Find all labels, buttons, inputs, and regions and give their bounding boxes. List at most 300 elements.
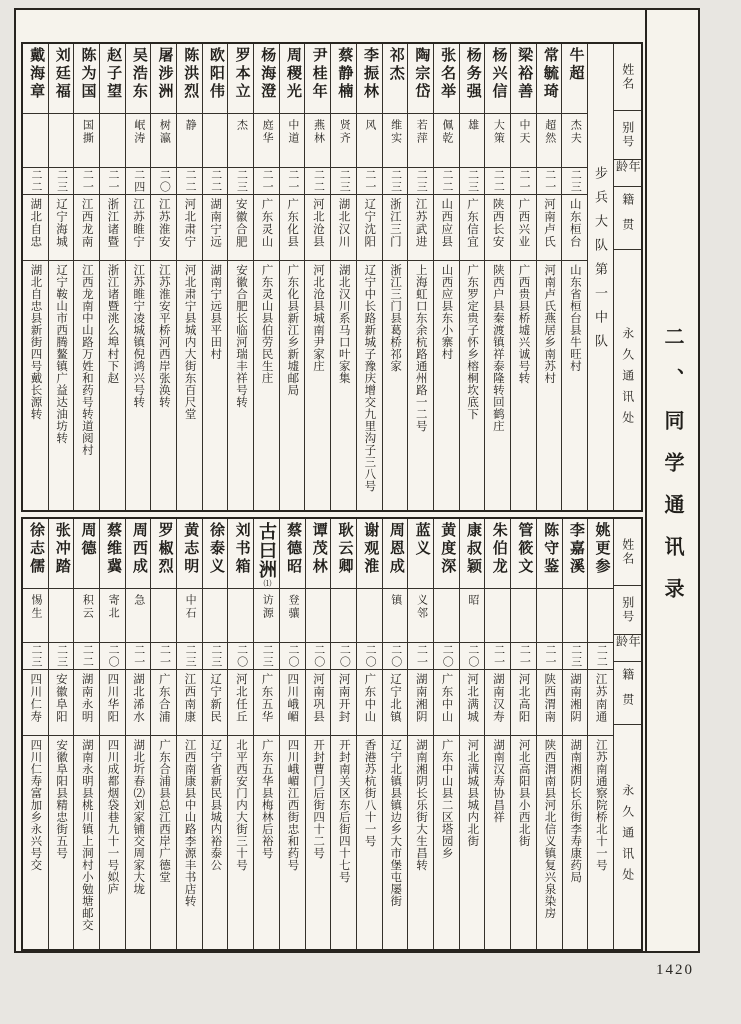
person-address: 广东化县新江乡新墟邮局 <box>286 264 299 396</box>
person-address-cell <box>74 736 99 949</box>
person-alias: 惕生 <box>29 593 42 620</box>
person-column <box>484 519 510 949</box>
person-address-cell <box>306 736 331 949</box>
person-address-cell <box>280 736 305 949</box>
person-name: 欧阳伟 <box>207 47 224 101</box>
person-address: 香港苏杭街八十一号 <box>363 738 376 847</box>
person-name-cell <box>331 44 356 114</box>
person-address: 湖北自忠县新街四号戴长源转 <box>29 264 42 420</box>
person-name-cell <box>228 519 253 589</box>
person-age: 二三 <box>235 169 248 193</box>
person-age: 二〇 <box>286 643 299 668</box>
person-address: 四川仁寿富加乡永兴号交 <box>29 738 42 871</box>
person-name-cell <box>126 519 151 589</box>
person-alias: 贤齐 <box>338 119 351 145</box>
person-native-cell <box>203 195 228 261</box>
person-native-cell <box>563 670 588 736</box>
person-age: 二〇 <box>466 643 479 668</box>
page-number: 1420 <box>656 962 694 978</box>
person-age-cell <box>23 643 48 670</box>
person-name-cell <box>23 44 48 114</box>
person-native-place: 四川仁寿 <box>29 672 42 723</box>
person-age: 二〇 <box>312 643 325 668</box>
person-native-cell <box>306 670 331 736</box>
person-address: 四川成都烟袋巷九十一号姒庐 <box>106 738 119 895</box>
person-age-cell <box>408 643 433 670</box>
person-alias-cell <box>74 589 99 643</box>
person-age-cell <box>357 168 382 195</box>
person-age: 二二 <box>312 169 325 193</box>
person-native-cell <box>460 195 485 261</box>
person-age-cell <box>562 168 587 195</box>
person-column <box>253 519 279 949</box>
person-alias-cell <box>331 114 356 168</box>
person-address-cell <box>460 261 485 510</box>
person-age-cell <box>383 168 408 195</box>
person-column <box>330 519 356 949</box>
person-address: 江苏睢宁凌城镇倪鸿兴号转 <box>132 264 145 408</box>
person-alias-cell <box>23 114 48 168</box>
person-alias-cell <box>434 589 459 643</box>
person-alias-cell <box>280 114 305 168</box>
person-age: 二一 <box>132 643 145 668</box>
person-native-cell <box>357 195 382 261</box>
person-native-place: 湖南宁远 <box>209 198 222 248</box>
person-alias: 静 <box>184 119 197 132</box>
person-address: 河北高阳县小西北街 <box>517 738 530 847</box>
person-name-cell <box>460 519 485 589</box>
person-age: 二一 <box>492 643 505 668</box>
person-age-cell <box>434 168 459 195</box>
person-name: 刘书箱 <box>233 521 250 576</box>
person-alias: 积云 <box>81 593 94 620</box>
person-address-cell <box>100 736 125 949</box>
person-age-cell <box>537 643 562 670</box>
section-title-strip <box>645 10 698 951</box>
person-alias: 中道 <box>286 119 299 145</box>
person-native-cell <box>537 670 562 736</box>
person-alias: 急 <box>132 593 145 607</box>
person-native-place: 湖北自忠 <box>29 198 42 248</box>
person-name-cell <box>23 519 48 589</box>
person-age-cell <box>485 168 510 195</box>
header-age: 年龄 <box>614 635 641 662</box>
person-address: 广西贵县桥墟兴诚号转 <box>517 264 530 384</box>
person-alias-cell <box>254 589 279 643</box>
person-native-cell <box>562 195 587 261</box>
person-age: 二〇 <box>107 643 120 668</box>
person-alias-cell <box>460 114 485 168</box>
person-address-cell <box>408 736 433 949</box>
person-age: 二三 <box>55 169 68 193</box>
person-age-cell <box>460 168 485 195</box>
person-age: 二一 <box>518 643 531 668</box>
person-column <box>150 44 176 510</box>
person-address: 开封南关区东后街四十七号 <box>337 738 350 883</box>
person-column <box>304 44 330 510</box>
person-address-cell <box>331 736 356 949</box>
person-address: 四川峨嵋江西街忠和药号 <box>286 738 299 871</box>
person-alias: 庭华 <box>261 119 274 145</box>
person-column <box>253 44 279 510</box>
entries-table-1 <box>23 44 587 510</box>
person-native-cell <box>151 195 176 261</box>
person-native-place: 江苏武进 <box>414 198 427 248</box>
person-alias: 昭 <box>466 593 479 607</box>
person-address-cell <box>537 736 562 949</box>
person-native-place: 广东灵山 <box>260 198 273 248</box>
person-column <box>484 44 510 510</box>
person-age-cell <box>460 643 485 670</box>
person-name-cell <box>100 44 125 114</box>
person-native-place: 江西龙南 <box>80 198 93 248</box>
person-native-cell <box>254 195 279 261</box>
person-name: 赵子望 <box>105 47 122 101</box>
person-age: 二三 <box>209 643 222 668</box>
person-native-cell <box>305 195 330 261</box>
person-name-cell <box>306 519 331 589</box>
person-name: 杨兴信 <box>490 47 507 101</box>
person-native-place: 陕西长安 <box>491 198 504 248</box>
person-age-cell <box>306 643 331 670</box>
person-alias: 燕林 <box>312 119 325 145</box>
person-address: 湖南汉寿协昌祥 <box>492 738 505 823</box>
person-address: 湖南宁远县平田村 <box>209 264 222 360</box>
person-age: 二一 <box>363 169 376 193</box>
person-column <box>407 44 433 510</box>
person-address-cell <box>203 736 228 949</box>
person-native-cell <box>228 195 253 261</box>
person-name-cell <box>408 44 433 114</box>
person-column <box>227 519 253 949</box>
person-age: 二三 <box>338 169 351 193</box>
person-age-cell <box>280 643 305 670</box>
person-column <box>382 44 408 510</box>
person-age: 二三 <box>184 643 197 668</box>
person-alias-cell <box>177 589 202 643</box>
person-address: 辽宁北镇县镇边乡大市堡屯屡街 <box>389 738 402 907</box>
person-address-cell <box>74 261 99 510</box>
person-name: 谭茂林 <box>310 521 327 576</box>
person-age-cell <box>511 168 536 195</box>
person-address: 河北满城县城内北街 <box>466 738 479 847</box>
person-alias: 镇 <box>389 593 402 607</box>
person-age: 二〇 <box>389 643 402 668</box>
person-name: 周恩成 <box>387 521 404 576</box>
person-name-cell <box>126 44 151 114</box>
person-name-cell <box>280 44 305 114</box>
person-name-cell <box>49 519 74 589</box>
person-age-cell <box>228 168 253 195</box>
person-address: 山东省桓台县牛旺村 <box>568 264 581 372</box>
person-column <box>510 519 536 949</box>
person-age-cell <box>434 643 459 670</box>
person-address-cell <box>537 261 562 510</box>
person-name-cell <box>383 519 408 589</box>
person-address: 河北沧县城南尹家庄 <box>312 264 325 372</box>
person-address-cell <box>383 736 408 949</box>
person-name: 张冲踏 <box>53 521 70 576</box>
person-age-cell <box>357 643 382 670</box>
person-name-cell <box>305 44 330 114</box>
person-address-cell <box>177 261 202 510</box>
person-address-cell <box>280 261 305 510</box>
person-alias-cell <box>383 114 408 168</box>
person-column <box>407 519 433 949</box>
person-name: 祁杰 <box>387 47 404 83</box>
person-column <box>227 44 253 510</box>
person-alias-cell <box>126 589 151 643</box>
person-alias-cell <box>280 589 305 643</box>
person-alias: 岷涛 <box>132 119 145 145</box>
person-alias: 树瀛 <box>158 119 171 145</box>
person-alias: 维实 <box>389 119 402 145</box>
person-age-cell <box>331 168 356 195</box>
person-address: 陕西渭南县河北信义镇复兴泉染房 <box>543 738 556 919</box>
person-name-cell <box>563 519 588 589</box>
person-native-place: 湖南湘阴 <box>414 672 427 723</box>
person-alias: 若萍 <box>415 119 428 145</box>
person-native-cell <box>49 670 74 736</box>
person-alias-cell <box>49 589 74 643</box>
person-age-cell <box>408 168 433 195</box>
person-name: 徐志儒 <box>28 521 45 576</box>
person-address-cell <box>511 261 536 510</box>
person-native-cell <box>100 670 125 736</box>
person-age-cell <box>563 643 588 670</box>
person-native-cell <box>485 670 510 736</box>
person-address-cell <box>434 261 459 510</box>
person-column <box>48 44 74 510</box>
person-address-cell <box>562 261 587 510</box>
person-alias-cell <box>511 589 536 643</box>
person-native-place: 安徽合肥 <box>234 198 247 248</box>
person-native-cell <box>23 195 48 261</box>
person-alias-cell <box>460 589 485 643</box>
person-age: 二二 <box>184 169 197 193</box>
person-column <box>305 519 331 949</box>
person-native-place: 广东中山 <box>440 672 453 723</box>
person-alias: 杰夫 <box>569 119 582 145</box>
person-native-place: 河北满城 <box>466 672 479 723</box>
person-age: 二一 <box>81 169 94 193</box>
person-name: 罗本立 <box>233 47 250 101</box>
person-name: 张名举 <box>439 47 456 101</box>
person-alias-cell <box>537 589 562 643</box>
person-native-cell <box>228 670 253 736</box>
person-name: 陈洪烈 <box>182 47 199 101</box>
person-alias-cell <box>357 589 382 643</box>
person-native-place: 湖北浠水 <box>132 672 145 723</box>
person-native-place: 广东中山 <box>363 672 376 723</box>
person-age-cell <box>254 168 279 195</box>
person-name-cell <box>49 44 74 114</box>
person-alias-cell <box>151 589 176 643</box>
person-name-cell <box>151 519 176 589</box>
person-name: 康叔颖 <box>465 521 481 576</box>
person-name: 李嘉溪 <box>567 521 584 576</box>
person-age-cell <box>74 168 99 195</box>
person-column <box>330 44 356 510</box>
person-native-place: 广东五华 <box>260 672 273 723</box>
person-name: 黄度深 <box>439 521 456 576</box>
person-name-cell <box>100 519 125 589</box>
person-name: 李振林 <box>362 47 379 101</box>
person-name: 管筱文 <box>516 521 533 576</box>
person-alias-cell <box>74 114 99 168</box>
person-name: 蔡维冀 <box>105 521 122 576</box>
person-native-cell <box>408 195 433 261</box>
person-native-cell <box>74 195 99 261</box>
person-name-cell <box>203 519 228 589</box>
person-name: 古曰洲 <box>256 521 277 579</box>
person-name-cell <box>177 519 202 589</box>
person-native-cell <box>74 670 99 736</box>
person-name: 罗椒烈 <box>156 521 173 576</box>
person-address-cell <box>228 736 253 949</box>
person-alias: 雄 <box>466 119 479 132</box>
person-address-cell <box>383 261 408 510</box>
person-column <box>433 44 459 510</box>
person-native-place: 河北任丘 <box>234 672 247 723</box>
person-native-place: 辽宁沈阳 <box>363 198 376 248</box>
person-alias-cell <box>228 114 253 168</box>
person-address-cell <box>126 261 151 510</box>
person-native-place: 广东信宜 <box>465 198 478 248</box>
person-age: 二三 <box>569 169 582 193</box>
person-column <box>279 519 305 949</box>
person-address-cell <box>203 261 228 510</box>
person-address: 辽宁省新民县城内裕泰公 <box>209 738 222 871</box>
person-address-cell <box>408 261 433 510</box>
person-name-cell <box>588 519 613 589</box>
person-native-cell <box>434 670 459 736</box>
unit-label: 步兵大队第一中队 <box>593 166 608 358</box>
header-name: 姓名 <box>614 519 641 586</box>
person-native-cell <box>537 195 562 261</box>
person-native-place: 河南开封 <box>337 672 350 723</box>
person-name: 吴浩东 <box>130 47 147 101</box>
person-age: 二一 <box>261 169 274 193</box>
person-native-place: 广西兴业 <box>517 198 530 248</box>
person-alias: 中天 <box>518 119 531 145</box>
person-native-cell <box>408 670 433 736</box>
person-address: 浙江诸暨洮么埠村下赵 <box>106 264 119 384</box>
person-alias: 大策 <box>492 119 505 145</box>
person-address: 辽宁鞍山市西腾鳌镇广益达油坊转 <box>55 264 68 444</box>
person-age-cell <box>126 168 151 195</box>
person-name-cell <box>74 519 99 589</box>
person-age: 二三 <box>261 643 274 668</box>
person-native-place: 江苏睢宁 <box>132 198 144 248</box>
person-alias-cell <box>23 589 48 643</box>
person-name-cell <box>74 44 99 114</box>
unit-label-column <box>587 44 613 510</box>
person-name: 周稷光 <box>284 47 301 101</box>
person-age: 二二 <box>440 169 453 193</box>
tables-area <box>16 10 645 951</box>
person-column <box>382 519 408 949</box>
person-address: 湖北圻春⑵刘家铺交周家大垅 <box>132 738 145 895</box>
person-alias-cell <box>408 589 433 643</box>
person-address: 山西应县东小寨村 <box>440 264 453 360</box>
header-age: 年龄 <box>614 160 641 187</box>
person-address-cell <box>331 261 356 510</box>
person-age: 二二 <box>209 169 222 193</box>
person-age-cell <box>100 168 125 195</box>
person-name: 尹桂年 <box>310 47 327 101</box>
person-age: 二三 <box>55 643 68 668</box>
person-native-cell <box>331 670 356 736</box>
person-native-cell <box>100 195 125 261</box>
header-name: 姓名 <box>614 44 641 111</box>
person-column <box>459 44 485 510</box>
person-native-cell <box>280 195 305 261</box>
person-age-cell <box>280 168 305 195</box>
person-name-cell <box>357 519 382 589</box>
person-alias-cell <box>100 114 125 168</box>
person-address: 江西龙南中山路万姓和药号转道阅村 <box>80 264 93 456</box>
person-column <box>356 519 382 949</box>
person-native-place: 河南巩县 <box>311 672 324 723</box>
person-address-cell <box>588 736 613 949</box>
person-address: 浙江三门县葛桥祁家 <box>389 264 402 372</box>
person-address: 湖南湘阴长乐街李寿康药局 <box>569 738 582 883</box>
person-address-cell <box>23 261 48 510</box>
header-alias: 别号 <box>614 586 641 635</box>
person-age: 二一 <box>158 643 171 668</box>
person-name: 杨海澄 <box>259 47 276 101</box>
person-name-cell <box>434 44 459 114</box>
header-column <box>613 519 641 949</box>
person-address-cell <box>177 736 202 949</box>
section-title: 二、同学通讯录 <box>661 326 683 620</box>
person-alias: 访源 <box>261 593 274 620</box>
person-address: 北平西安门内大街三十号 <box>235 738 248 871</box>
person-age-cell <box>49 168 74 195</box>
person-age: 二二 <box>492 169 505 193</box>
person-address: 陕西户县秦渡镇祥泰隆转回鹤庄 <box>491 264 504 432</box>
person-name: 周德 <box>79 521 96 558</box>
person-address-cell <box>49 736 74 949</box>
person-name: 蓝义 <box>413 521 430 558</box>
person-column <box>125 44 151 510</box>
person-age: 二三 <box>569 643 582 668</box>
person-name-cell <box>485 519 510 589</box>
person-age-cell <box>203 168 228 195</box>
person-column <box>587 519 613 949</box>
person-address-cell <box>563 736 588 949</box>
person-name: 谢观淮 <box>362 521 379 576</box>
header-alias: 别号 <box>614 111 641 160</box>
person-alias: 杰 <box>235 119 248 132</box>
person-age: 二一 <box>543 169 556 193</box>
person-column <box>23 44 48 510</box>
header-permanent-address: 永久通讯处 <box>620 327 635 433</box>
person-age-cell <box>74 643 99 670</box>
person-name: 常毓琦 <box>541 47 558 101</box>
person-name: 牛超 <box>567 47 584 83</box>
person-name: 陶宗岱 <box>413 47 430 101</box>
person-column <box>125 519 151 949</box>
person-address-cell <box>23 736 48 949</box>
person-address: 广东中山县二区塔园乡 <box>440 738 453 859</box>
person-name-cell <box>280 519 305 589</box>
person-name: 刘廷福 <box>53 47 70 101</box>
person-age: 二〇 <box>441 643 454 668</box>
person-column <box>176 44 202 510</box>
header-column <box>613 44 641 510</box>
